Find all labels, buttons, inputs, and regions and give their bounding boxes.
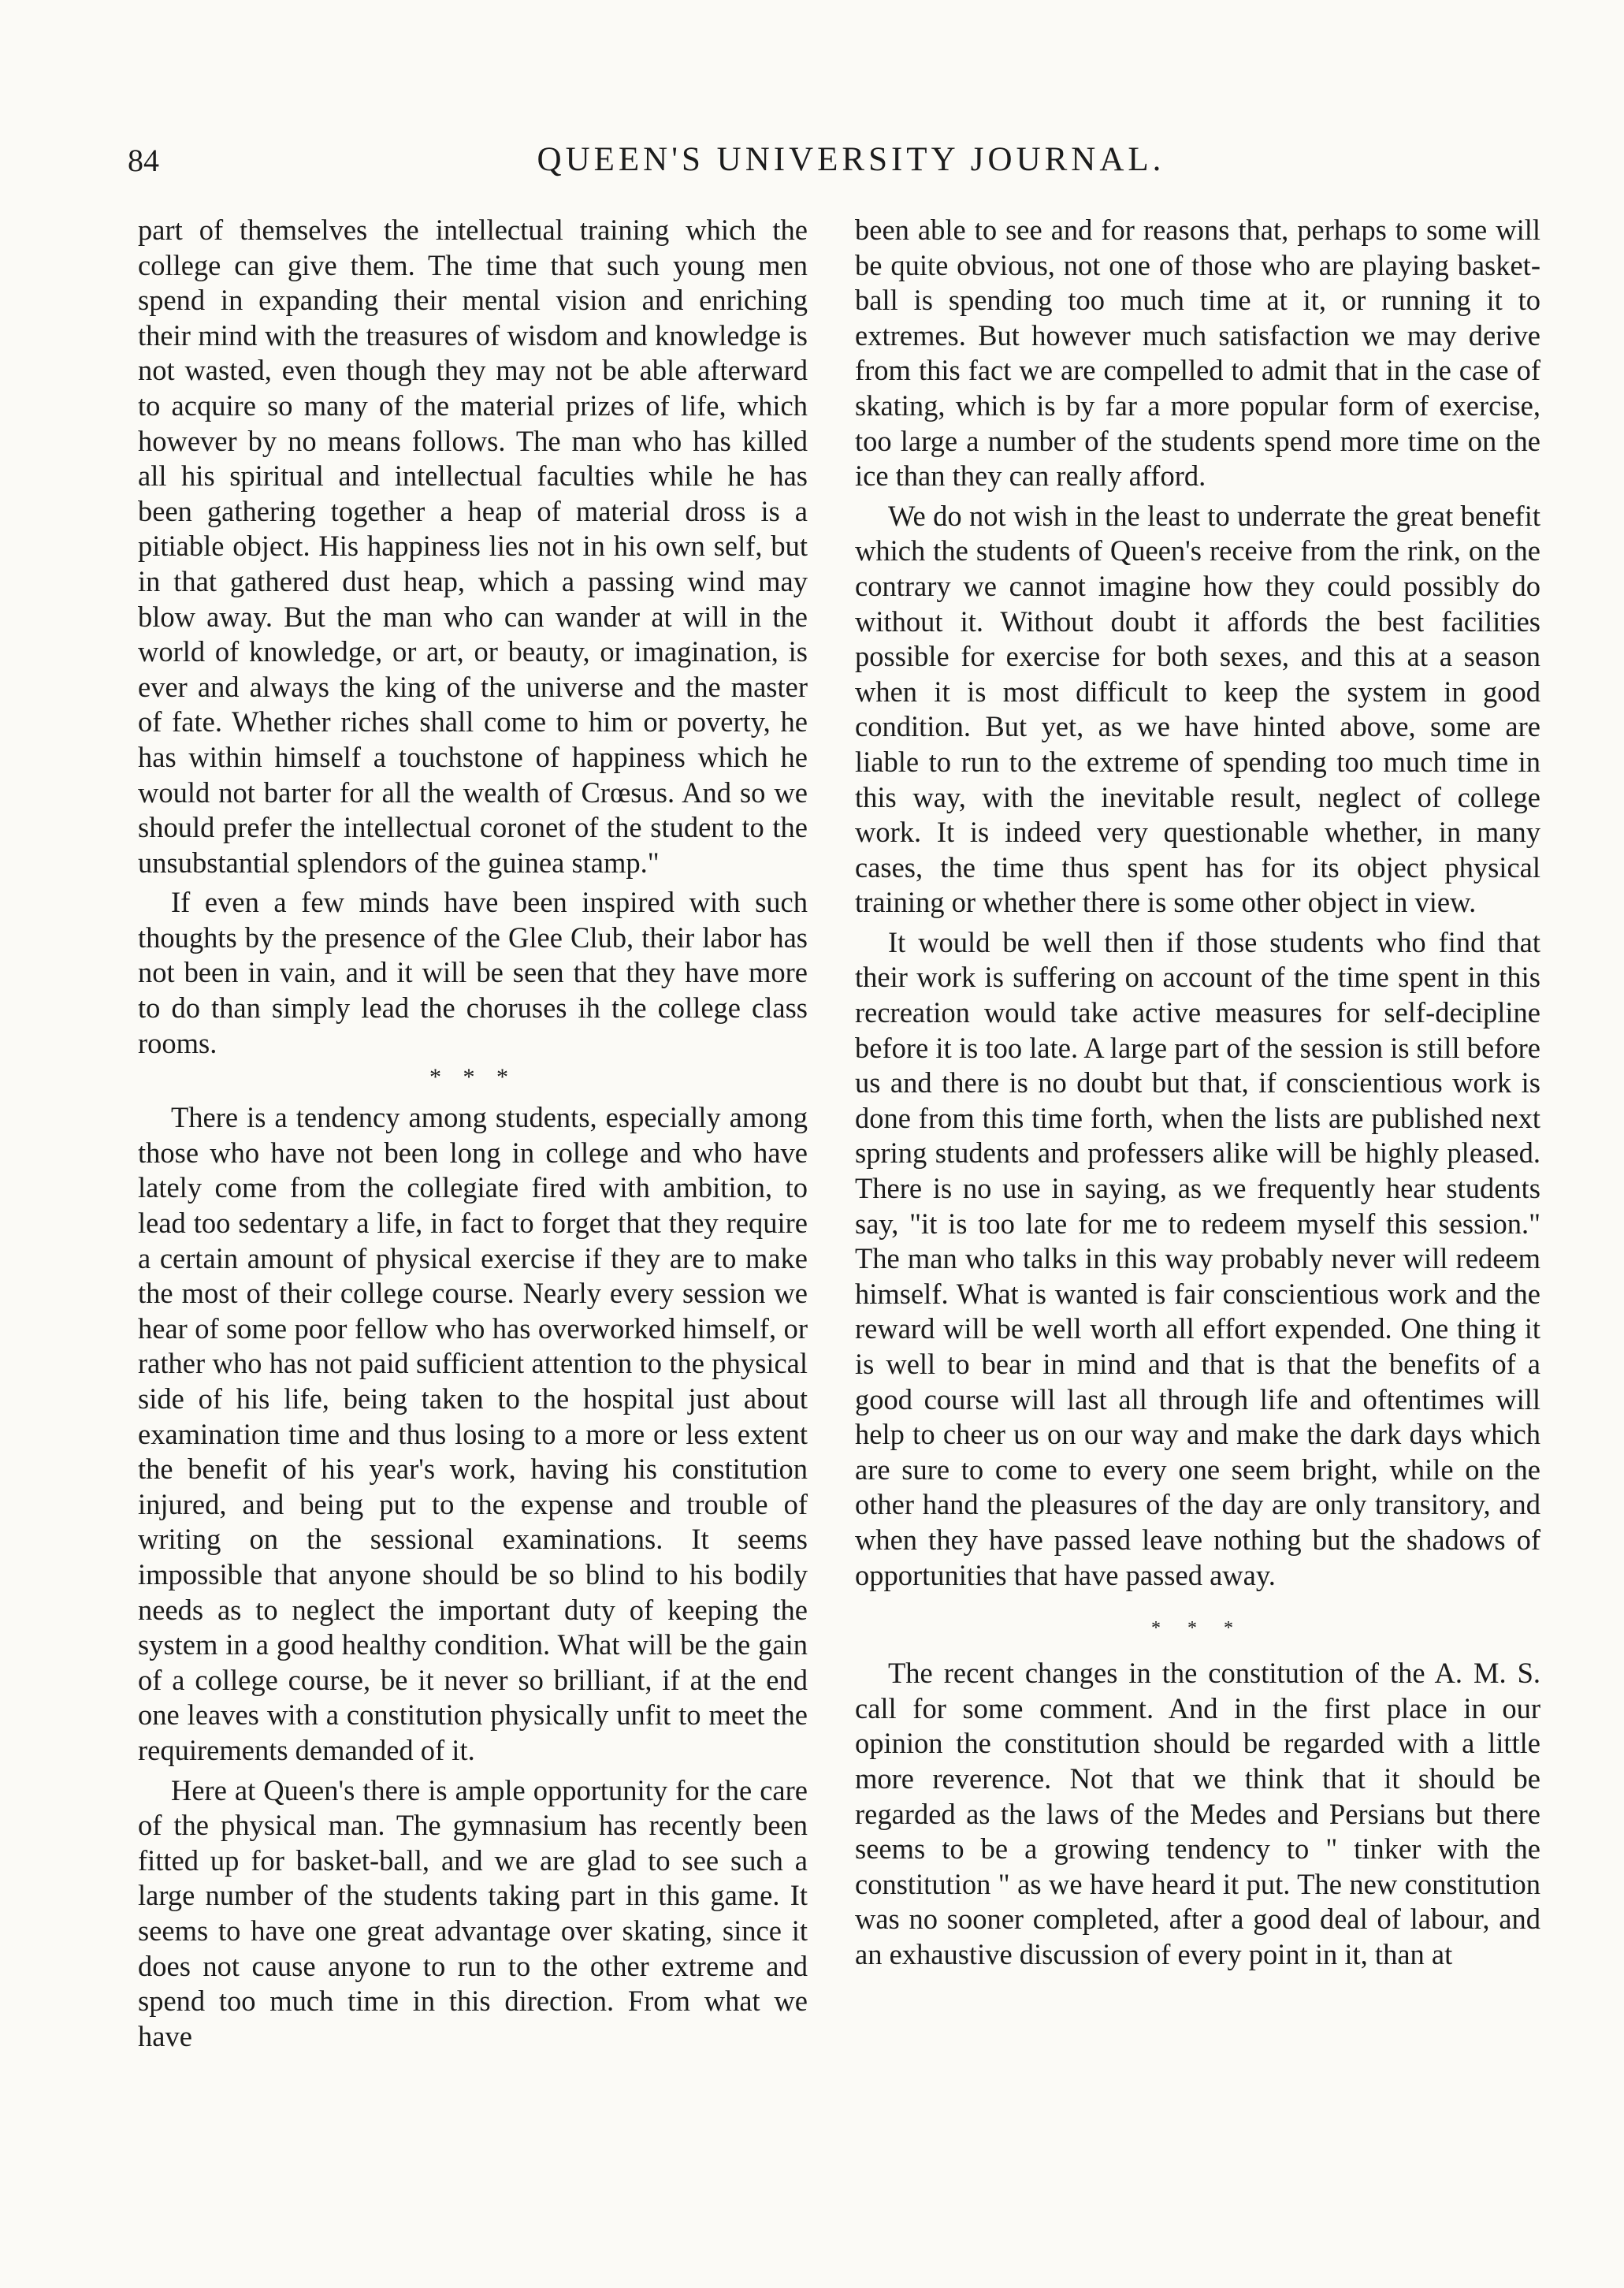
paragraph: The recent changes in the constitution of the A. M. S. call for some comment. And in the first place in our opinion the constitution should be regarded with a little more reverence. Not that we think that it should be regarded as the laws of the Medes and Persians but there seems to be a growing tendency to " tinker with the constitution " as we have heard it put. The new constitution was no sooner completed, after a good deal of labour, and an exhaustive discussion of every point in it, than at [855,1657,1540,1970]
left-column [138,213,808,2059]
paragraph: It would be well then if those students who find that their work is suffering on account of the time spent in this recreation would take active measures for self-decipline before it is too late. A large part of the session is still before us and there is no doubt but that, if conscientious work is done from this time forth, when the lists are published next spring students and professers alike will be highly pleased. There is no use in saying, as we frequently hear students say, "it is too late for me to redeem myself this session." The man who talks in this way probably never will redeem himself. What is wanted is fair conscientious work and the reward will be well worth all effort expended. One thing it is well to bear in mind and that is that the benefits of a good course will last all through life and oftentimes will help to cheer us on our way and make the dark days which are sure to come to every one seem bright, while on the other hand the pleasures of the day are only transitory, and when they have passed leave nothing but the shadows of opportunities that have passed away. [855,925,1540,1591]
paragraph: We do not wish in the least to underrate the great benefit which the students of Queen's receive from the rink, on the contrary we cannot imagine how they could possibly do without it. Without doubt it affords the best facilities possible for exercise for both sexes, and this at a season when it is most difficult to keep the system in good condition. But yet, as we have hinted above, some are liable to run to the extreme of spending too much time in this way, with the inevitable result, neglect of college work. It is indeed very questionable whether, in many cases, the time thus spent has for its object physical training or whether there is some other object in view. [855,499,1540,919]
section-separator: * * * [429,1064,516,1091]
paragraph: been able to see and for reasons that, perhaps to some will be quite obvious, not one of those who are playing basket-ball is spending too much time at it, or running it to extremes. But however much satisfaction we may derive from this fact we are compelled to admit that in the case of skating, which is by far a more popular form of exercise, too large a number of the students spend more time on the ice than they can really afford. [855,214,1540,493]
page-number: 84 [128,143,159,178]
paragraph: part of themselves the intellectual training which the college can give them. The time that such young men spend in expanding their mental vision and enriching their mind with the treasures of wisdom and knowledge is not wasted, even though they may not be able afterward to acquire so many of the material prizes of life, which however by no means follows. The man who has killed all his spiritual and intellectual faculties while he has been gathering together a heap of material dross is a pitiable object. His happiness lies not in his own self, but in that gathered dust heap, which a passing wind may blow away. But the man who can wander at will in the world of knowledge, or art, or beauty, or imagination, is ever and always the king of the universe and the master of fate. Whether riches shall come to him or poverty, he has within himself a touchstone of happiness which he would not barter for all the wealth of Crœsus. And so we should prefer the intellectual coronet of the student to the unsubstantial splendors of the guinea stamp." [138,214,808,879]
section-separator: * * * [1151,1618,1244,1639]
right-column [855,213,1540,1977]
paragraph: There is a tendency among students, especially among those who have not been long in college and who have lately come from the collegiate fired with ambition, to lead too sedentary a life, in fact to forget that they require a certain amount of physical exercise if they are to make the most of their college course. Nearly every session we hear of some poor fellow who has overworked himself, or rather who has not paid sufficient attention to the physical side of his life, being taken to the hospital just about examination time and thus losing to a more or less extent the benefit of his year's work, having his constitution injured, and being put to the expense and trouble of writing on the sessional examinations. It seems impossible that anyone should be so blind to his bodily needs as to neglect the important duty of keeping the system in a good healthy condition. What will be the gain of a college course, be it never so brilliant, if at the end one leaves with a constitution physically unfit to meet the requirements demanded of it. [138,1101,808,1766]
journal-title: QUEEN'S UNIVERSITY JOURNAL. [537,141,1165,178]
paragraph: Here at Queen's there is ample opportunity for the care of the physical man. The gymnasium has recently been fitted up for basket-ball, and we are glad to see such a large number of the students taking part in this game. It seems to have one great advantage over skating, since it does not cause anyone to run to the other extreme and spend too much time in this direction. From what we have [138,1773,808,2052]
paragraph: If even a few minds have been inspired with such thoughts by the presence of the Glee Club, their labor has not been in vain, and it will be seen that they have more to do than simply lead the choruses ih the college class rooms. [138,886,808,1059]
